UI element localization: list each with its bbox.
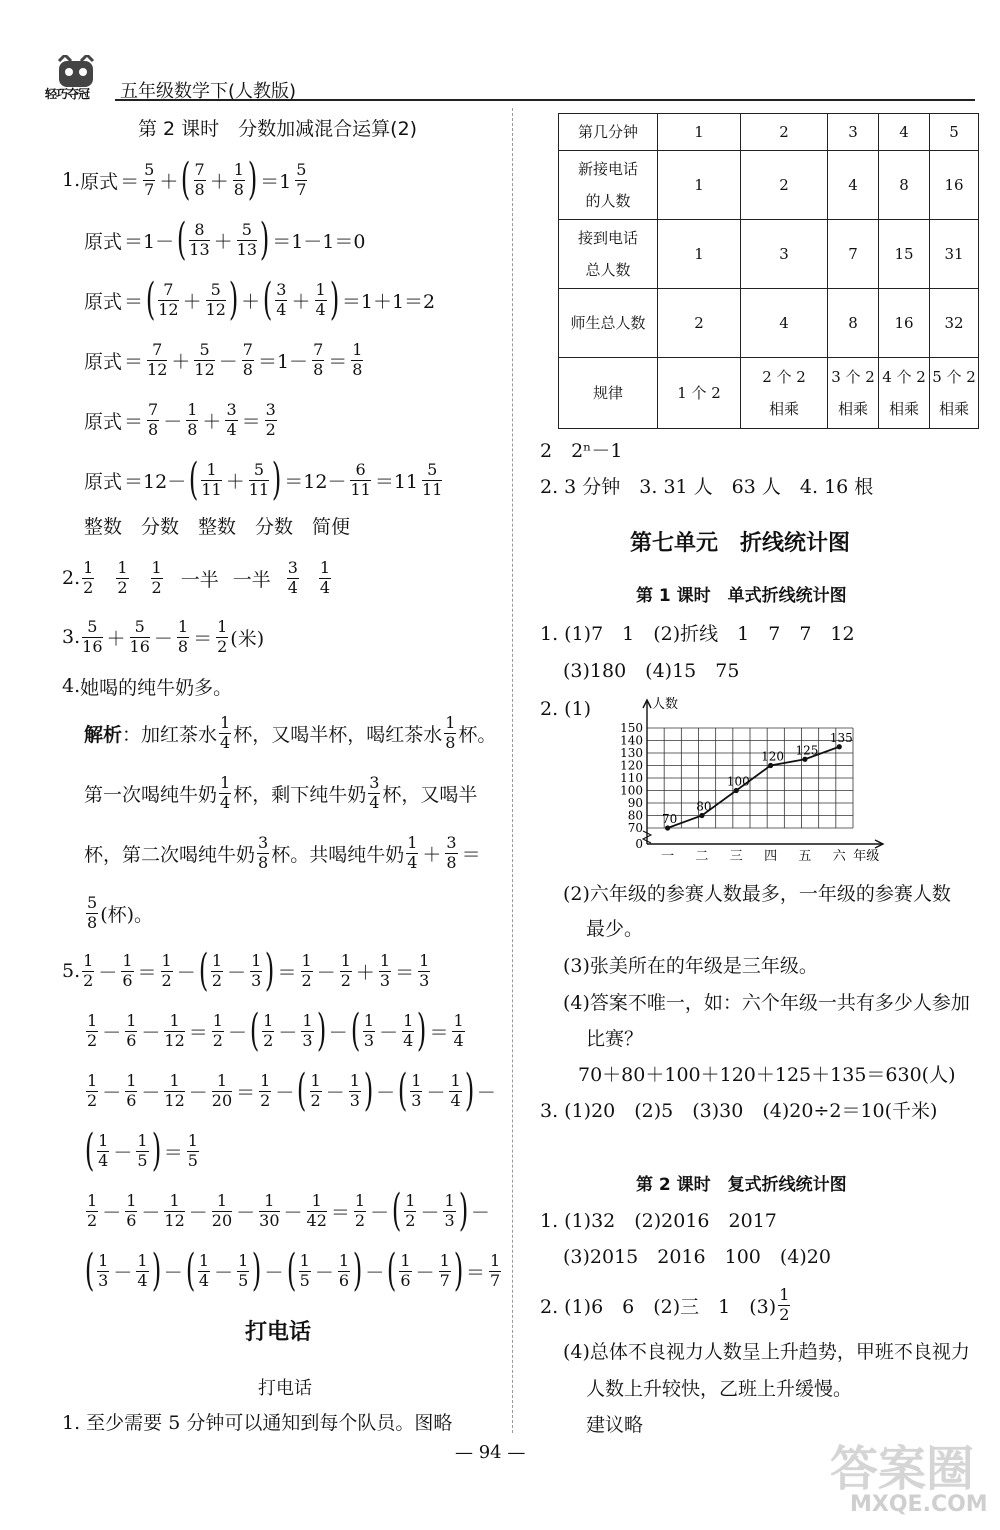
table-cell	[658, 358, 741, 429]
y-tick-label: 140	[620, 733, 643, 748]
fraction: $\frac{5}{12}$	[205, 279, 226, 319]
data-label: 120	[761, 749, 785, 764]
fraction: $\frac{1}{12}$	[164, 1010, 185, 1050]
fraction: $\frac{1}{2}$	[83, 557, 94, 597]
q4-answer-text: 她喝的纯牛奶多。	[80, 676, 233, 699]
l2-suggest: 建议略	[586, 1414, 644, 1436]
fraction: $\frac{1}{6}$	[338, 1250, 350, 1290]
fraction: $\frac{5}{12}$	[194, 339, 215, 379]
l1-q2-2b: 最少。	[586, 918, 644, 940]
l1-q1a: 1. (1)7 1 (2)折线 1 7 7 12	[540, 623, 855, 645]
cell-text: 3	[779, 245, 789, 263]
yuanshi-label: 原式	[84, 410, 123, 433]
fraction: $\frac{1}{8}$	[352, 339, 363, 379]
fraction: $\frac{1}{5}$	[187, 1130, 198, 1170]
q2-answers	[62, 553, 333, 603]
q4-explain-3: 杯，第二次喝纯牛奶 $\frac{3}{8}$ 杯。共喝纯牛奶 $\frac{1}{4}$ ＋ $\frac{3}{8}$ ＝	[84, 832, 481, 872]
table-cell	[828, 289, 879, 358]
text: ：加红茶水	[122, 723, 218, 746]
fraction: $\frac{1}{2}$	[310, 1070, 321, 1110]
l2-q1b: (3)2015 2016 100 (4)20	[563, 1246, 831, 1268]
cell-text: 3	[848, 123, 858, 141]
y-tick-label: 110	[620, 771, 643, 785]
fraction: $\frac{1}{2}$	[301, 950, 312, 990]
q2-half-1: 一半	[180, 568, 219, 591]
cell-text: 2 个 2	[762, 368, 806, 386]
l2-q2	[540, 1282, 792, 1328]
x-tick-label: 三	[729, 849, 743, 862]
text: 杯，又喝半杯，喝红茶水	[233, 723, 443, 746]
cell-text: 3 个 2	[831, 368, 875, 386]
table-cell	[741, 114, 828, 151]
cell-text: 1	[694, 245, 704, 263]
table-cell	[741, 151, 828, 220]
fraction: $\frac{1}{4}$	[98, 1130, 109, 1170]
fraction: $\frac{1}{6}$	[126, 1010, 137, 1050]
x-tick-label: 四	[764, 849, 778, 862]
watermark-text: 答案圈	[830, 1441, 975, 1497]
fraction: $\frac{1}{12}$	[164, 1190, 185, 1230]
fraction: $\frac{1}{2}$	[87, 1010, 98, 1050]
table-cell	[741, 289, 828, 358]
table-cell	[930, 151, 979, 220]
fraction: $\frac{1}{3}$	[411, 1070, 422, 1110]
table-row-header	[559, 358, 658, 429]
fraction: $\frac{5}{16}$	[82, 616, 103, 656]
fraction: $\frac{1}{2}$	[217, 616, 228, 656]
q3-label: 3.	[62, 626, 81, 648]
cell-text: 的人数	[585, 192, 631, 210]
fraction: $\frac{1}{2}$	[779, 1284, 790, 1324]
fraction: $\frac{1}{2}$	[212, 1010, 223, 1050]
q5-label: 5.	[62, 960, 81, 982]
table-row-header	[559, 220, 658, 289]
q5-expr-5: $\frac{1}{2}$ － $\frac{1}{6}$ － $\frac{1}{12}$ － $\frac{1}{20}$ － $\frac{1}{30}$ － $\frac{1}{42}$ ＝ $\frac{1}{2}$ － ( $\frac{1}{2}$ － $\frac{1}{3}$ ) －	[87, 1185, 490, 1236]
fraction: $\frac{1}{7}$	[439, 1250, 450, 1290]
cell-text: 4	[848, 176, 858, 194]
fraction: $\frac{1}{12}$	[164, 1070, 185, 1110]
fraction: $\frac{1}{4}$	[453, 1010, 464, 1050]
fraction: $\frac{3}{4}$	[226, 399, 237, 439]
q1-expr-4: 原式 ＝ $\frac{7}{12}$ ＋ $\frac{5}{12}$ － $\frac{7}{8}$ ＝1－ $\frac{7}{8}$ ＝ $\frac{1}{8}$	[84, 339, 363, 379]
table-cell	[658, 151, 741, 220]
fraction: $\frac{1}{4}$	[403, 1010, 414, 1050]
fraction: $\frac{5}{11}$	[248, 459, 270, 499]
y-tick-label: 70	[627, 821, 643, 835]
y-tick-label: 80	[627, 808, 643, 823]
y-axis-label: 人数	[652, 697, 679, 712]
l2-q2-4a: (4)总体不良视力人数呈上升趋势，甲班不良视力	[563, 1341, 970, 1363]
fraction: $\frac{7}{12}$	[147, 339, 168, 379]
section-subtitle: 打电话	[258, 1378, 312, 1399]
table-cell	[879, 114, 930, 151]
fraction: $\frac{1}{2}$	[260, 1070, 271, 1110]
fraction: $\frac{7}{12}$	[158, 279, 179, 319]
fraction: $\frac{1}{4}$	[220, 712, 231, 752]
table-row	[559, 358, 979, 429]
cell-text: 31	[944, 245, 964, 263]
y-tick-label: 120	[620, 758, 643, 773]
fraction: $\frac{1}{5}$	[299, 1250, 310, 1290]
x-axis-label: 年级	[853, 849, 880, 862]
fraction: $\frac{1}{2}$	[340, 950, 351, 990]
table-cell	[658, 289, 741, 358]
fraction: $\frac{5}{11}$	[422, 459, 443, 499]
fraction: $\frac{1}{3}$	[251, 950, 262, 990]
cell-text: 总人数	[585, 261, 631, 279]
q4-answer	[62, 672, 232, 700]
table-cell	[930, 114, 979, 151]
fraction: $\frac{1}{2}$	[151, 557, 162, 597]
data-label: 80	[696, 799, 712, 814]
q3-expr: 3. $\frac{5}{16}$ ＋ $\frac{5}{16}$ － $\frac{1}{8}$ ＝ $\frac{1}{2}$ (米)	[62, 616, 265, 656]
fraction: $\frac{1}{4}$	[407, 832, 418, 872]
x-tick-label: 五	[798, 849, 812, 862]
data-label: 125	[795, 743, 819, 758]
fraction: $\frac{5}{16}$	[129, 616, 150, 656]
cell-text: 第几分钟	[577, 123, 638, 141]
table-cell	[741, 358, 828, 429]
formula-line: 2 2ⁿ－1	[540, 440, 623, 462]
table-cell	[879, 358, 930, 429]
text: 杯，又喝半	[382, 783, 478, 806]
table-cell	[879, 220, 930, 289]
axis-break	[643, 831, 651, 843]
fraction: $\frac{1}{2}$	[354, 1190, 366, 1230]
yuanshi-label: 原式	[84, 290, 123, 313]
fraction: $\frac{6}{11}$	[350, 459, 371, 499]
table-cell	[828, 220, 879, 289]
cell-text: 1 个 2	[677, 384, 721, 402]
fraction: $\frac{7}{8}$	[194, 159, 205, 199]
logo-text: 轻巧夺冠	[45, 87, 90, 101]
cell-text: 2	[694, 314, 704, 332]
fraction: $\frac{5}{7}$	[144, 159, 155, 199]
jiexi-label: 解析	[84, 723, 123, 746]
logo	[45, 55, 113, 99]
cell-text: 相乘	[888, 400, 919, 418]
fraction: $\frac{1}{2}$	[211, 950, 223, 990]
cell-text: 4	[899, 123, 909, 141]
fraction: $\frac{1}{5}$	[238, 1250, 249, 1290]
yuanshi-label: 原式	[84, 230, 123, 253]
fraction: $\frac{1}{2}$	[87, 1190, 98, 1230]
fraction: $\frac{3}{8}$	[446, 832, 457, 872]
table-row-header	[559, 289, 658, 358]
y-tick-label: 0	[635, 837, 643, 851]
fraction: $\frac{5}{13}$	[236, 219, 258, 259]
cell-text: 相乘	[938, 400, 969, 418]
y-tick-label: 90	[627, 796, 643, 810]
x-tick-label: 六	[832, 849, 846, 862]
q1-expr-2: 原式 ＝1－ ( $\frac{8}{13}$ ＋ $\frac{5}{13}$ ) ＝1－1＝0	[84, 214, 366, 265]
q1-words: 整数 分数 整数 分数 简便	[84, 516, 351, 538]
header-rule	[115, 99, 975, 101]
table-cell	[828, 114, 879, 151]
text: (杯)。	[100, 903, 154, 926]
fraction: $\frac{1}{8}$	[233, 159, 244, 199]
text: 第一次喝纯牛奶	[84, 783, 218, 806]
column-divider	[512, 108, 513, 1433]
table-cell	[930, 358, 979, 429]
data-label: 100	[726, 774, 750, 789]
fraction: $\frac{5}{7}$	[296, 159, 307, 199]
q5-expr-1: 5. $\frac{1}{2}$ － $\frac{1}{6}$ ＝ $\frac{1}{2}$ － ( $\frac{1}{2}$ － $\frac{1}{3}$ ) ＝ $\frac{1}{2}$ － $\frac{1}{2}$ ＋ $\frac{1}{3}$ ＝ $\frac{1}{3}$	[62, 945, 430, 996]
cell-text: 15	[894, 245, 914, 263]
text: 杯，剩下纯牛奶	[233, 783, 367, 806]
data-point	[699, 813, 704, 818]
cell-text: 4 个 2	[882, 368, 926, 386]
fraction: $\frac{1}{6}$	[122, 950, 133, 990]
cell-text: 1	[694, 123, 704, 141]
table-row	[559, 220, 979, 289]
header-title: 五年级数学下(人教版)	[120, 81, 297, 102]
fraction: $\frac{1}{3}$	[419, 950, 430, 990]
cell-text: 8	[899, 176, 909, 194]
fraction: $\frac{1}{3}$	[98, 1250, 109, 1290]
data-label: 135	[829, 730, 853, 745]
watermark-url: MXQE.COM	[850, 1492, 988, 1517]
fraction: $\frac{1}{30}$	[259, 1190, 280, 1230]
fraction: $\frac{7}{8}$	[148, 399, 159, 439]
phone-q1: 1. 至少需要 5 分钟可以通知到每个队员。图略	[62, 1412, 453, 1434]
fraction: $\frac{3}{2}$	[265, 399, 276, 439]
lesson1-title: 第 1 课时 单式折线统计图	[636, 586, 847, 606]
q5-expr-3: $\frac{1}{2}$ － $\frac{1}{6}$ － $\frac{1}{12}$ － $\frac{1}{20}$ ＝ $\frac{1}{2}$ － ( $\frac{1}{2}$ － $\frac{1}{3}$ ) － ( $\frac{1}{3}$ － $\frac{1}{4}$ ) －	[87, 1065, 496, 1116]
table-cell	[658, 220, 741, 289]
cell-text: 相乘	[768, 400, 799, 418]
cell-text: 2	[779, 123, 789, 141]
fraction: $\frac{1}{42}$	[306, 1190, 327, 1230]
l1-q1b: (3)180 (4)15 75	[563, 660, 740, 682]
fraction: $\frac{3}{8}$	[258, 832, 269, 872]
fraction: $\frac{1}{2}$	[87, 1070, 98, 1110]
fraction: $\frac{1}{3}$	[379, 950, 391, 990]
text: 杯。共喝纯牛奶	[271, 843, 405, 866]
table-cell	[930, 289, 979, 358]
l1-q2-label: 2. (1)	[540, 698, 592, 720]
fraction: $\frac{1}{6}$	[126, 1070, 137, 1110]
table-cell	[828, 151, 879, 220]
q3-unit: (米)	[230, 627, 265, 650]
fraction: $\frac{1}{2}$	[83, 950, 94, 990]
q1-expr-1: 1. 原式 ＝ $\frac{5}{7}$ ＋ ( $\frac{7}{8}$ ＋ $\frac{1}{8}$ ) ＝1 $\frac{5}{7}$	[62, 154, 307, 205]
x-tick-label: 二	[695, 849, 709, 862]
l1-q2-4c: 70＋80＋100＋120＋125＋135＝630(人)	[578, 1064, 956, 1086]
table-cell	[879, 289, 930, 358]
fraction: $\frac{1}{20}$	[211, 1190, 233, 1230]
fraction: $\frac{1}{2}$	[263, 1010, 274, 1050]
fraction: $\frac{1}{2}$	[117, 557, 128, 597]
fraction: $\frac{3}{4}$	[369, 772, 380, 812]
cell-text: 16	[894, 314, 914, 332]
table-row	[559, 289, 979, 358]
x-tick-label: 一	[661, 849, 675, 862]
table-cell	[828, 358, 879, 429]
data-point	[768, 763, 773, 768]
cell-text: 规律	[592, 384, 623, 402]
cell-text: 师生总人数	[570, 314, 646, 332]
cell-text: 8	[848, 314, 858, 332]
phone-table	[558, 113, 979, 429]
yuanshi-label: 原式	[84, 470, 123, 493]
fraction: $\frac{1}{7}$	[490, 1250, 501, 1290]
fraction: $\frac{5}{8}$	[87, 892, 98, 932]
q5-expr-6: ( $\frac{1}{3}$ － $\frac{1}{4}$ ) － ( $\frac{1}{4}$ － $\frac{1}{5}$ ) － ( $\frac{1}{5}$ － $\frac{1}{6}$ ) － ( $\frac{1}{6}$ － $\frac{1}{7}$ ) ＝ $\frac{1}{7}$	[84, 1245, 501, 1296]
q5-expr-4: ( $\frac{1}{4}$ － $\frac{1}{5}$ ) ＝ $\frac{1}{5}$	[84, 1125, 198, 1176]
fraction: $\frac{1}{8}$	[187, 399, 198, 439]
watermark	[830, 1430, 995, 1525]
fraction: $\frac{8}{13}$	[189, 219, 210, 259]
text: 杯。	[458, 723, 497, 746]
y-tick-label: 100	[620, 783, 643, 798]
fraction: $\frac{1}{6}$	[126, 1190, 137, 1230]
unit-title: 第七单元 折线统计图	[630, 531, 851, 556]
l1-q3: 3. (1)20 (2)5 (3)30 (4)20÷2＝10(千米)	[540, 1100, 938, 1122]
fraction: $\frac{1}{4}$	[137, 1250, 148, 1290]
q1-expr-5: 原式 ＝ $\frac{7}{8}$ － $\frac{1}{8}$ ＋ $\frac{3}{4}$ ＝ $\frac{3}{2}$	[84, 399, 276, 439]
q2-half-2: 一半	[232, 568, 271, 591]
data-point	[665, 825, 670, 830]
fraction: $\frac{1}{3}$	[302, 1010, 313, 1050]
l1-q2-4a: (4)答案不唯一，如：六个年级一共有多少人参加	[563, 992, 970, 1014]
fraction: $\frac{1}{8}$	[445, 712, 456, 752]
table-cell	[741, 220, 828, 289]
fraction: $\frac{1}{4}$	[198, 1250, 210, 1290]
fraction: $\frac{1}{4}$	[315, 279, 326, 319]
cell-text: 5	[949, 123, 959, 141]
data-label: 70	[661, 812, 678, 826]
fraction: $\frac{1}{8}$	[177, 616, 189, 656]
fraction: $\frac{3}{4}$	[287, 557, 298, 597]
answers-2-3-4: 2. 3 分钟 3. 31 人 63 人 4. 16 根	[540, 476, 874, 498]
cell-text: 5 个 2	[932, 368, 976, 386]
table-cell	[658, 114, 741, 151]
fraction: $\frac{7}{8}$	[242, 339, 253, 379]
l1-q2-2a: (2)六年级的参赛人数最多，一年级的参赛人数	[563, 883, 951, 905]
table-row	[559, 151, 979, 220]
q4-explain-1	[84, 708, 496, 758]
yuanshi-label: 原式	[84, 350, 123, 373]
cell-text: 16	[944, 176, 964, 194]
data-point	[802, 757, 807, 762]
q1-label: 1.	[62, 169, 81, 191]
data-point	[734, 788, 739, 793]
q2-label: 2.	[62, 567, 81, 589]
data-point	[837, 744, 842, 749]
table-row-header	[559, 151, 658, 220]
section-title: 打电话	[245, 1320, 312, 1345]
cell-text: 1	[694, 176, 704, 194]
cell-text: 相乘	[837, 400, 868, 418]
cell-text: 4	[779, 314, 789, 332]
yuanshi-label: 原式	[80, 170, 119, 193]
y-tick-label: 130	[620, 746, 643, 760]
table-row-header	[559, 114, 658, 151]
q4-explain-2	[84, 768, 477, 818]
cell-text: 32	[944, 314, 964, 332]
l1-q2-3: (3)张美所在的年级是三年级。	[563, 955, 818, 977]
q5-expr-2: $\frac{1}{2}$ － $\frac{1}{6}$ － $\frac{1}{12}$ ＝ $\frac{1}{2}$ － ( $\frac{1}{2}$ － $\frac{1}{3}$ ) － ( $\frac{1}{3}$ － $\frac{1}{4}$ ) ＝ $\frac{1}{4}$	[87, 1005, 464, 1056]
table-cell	[879, 151, 930, 220]
fraction: $\frac{1}{3}$	[349, 1070, 360, 1110]
q1-expr-3: 原式 ＝ ( $\frac{7}{12}$ ＋ $\frac{5}{12}$ ) ＋ ( $\frac{3}{4}$ ＋ $\frac{1}{4}$ ) ＝1＋1＝2	[84, 274, 436, 325]
table-cell	[930, 220, 979, 289]
line-chart	[605, 692, 905, 862]
cell-text: 2	[779, 176, 789, 194]
l2-q1a: 1. (1)32 (2)2016 2017	[540, 1210, 777, 1232]
fraction: $\frac{1}{4}$	[220, 772, 231, 812]
text: 杯，第二次喝纯牛奶	[84, 843, 256, 866]
page-number: — 94 —	[455, 1442, 526, 1463]
fraction: $\frac{3}{4}$	[276, 279, 287, 319]
fraction: $\frac{1}{2}$	[161, 950, 172, 990]
page-header	[45, 55, 975, 100]
q1-expr-6: 原式 ＝12－ ( $\frac{1}{11}$ ＋ $\frac{5}{11}$ ) ＝12－ $\frac{6}{11}$ ＝11 $\frac{5}{11}$	[84, 454, 443, 505]
fraction: $\frac{1}{20}$	[211, 1070, 233, 1110]
text: 2. (1)6 6 (2)三 1 (3)	[540, 1295, 777, 1318]
fraction: $\frac{1}{11}$	[201, 459, 222, 499]
l1-q2-4b: 比赛？	[586, 1028, 644, 1050]
fraction: $\frac{1}{5}$	[137, 1130, 148, 1170]
fraction: $\frac{1}{4}$	[319, 557, 331, 597]
fraction: $\frac{1}{3}$	[363, 1010, 375, 1050]
q4-label: 4.	[62, 675, 81, 697]
table-row	[559, 114, 979, 151]
cell-text: 7	[848, 245, 858, 263]
lesson-title: 第 2 课时 分数加减混合运算(2)	[138, 118, 418, 140]
y-tick-label: 150	[620, 721, 643, 735]
l2-q2-4b: 人数上升较快，乙班上升缓慢。	[586, 1378, 853, 1400]
fraction: $\frac{1}{4}$	[450, 1070, 461, 1110]
q4-explain-4	[84, 888, 153, 938]
cell-text: 接到电话	[577, 229, 638, 247]
lesson2-title: 第 2 课时 复式折线统计图	[636, 1175, 847, 1195]
fraction: $\frac{1}{3}$	[444, 1190, 455, 1230]
fraction: $\frac{1}{2}$	[405, 1190, 416, 1230]
fraction: $\frac{7}{8}$	[313, 339, 324, 379]
cell-text: 新接电话	[577, 160, 638, 178]
fraction: $\frac{1}{6}$	[400, 1250, 411, 1290]
